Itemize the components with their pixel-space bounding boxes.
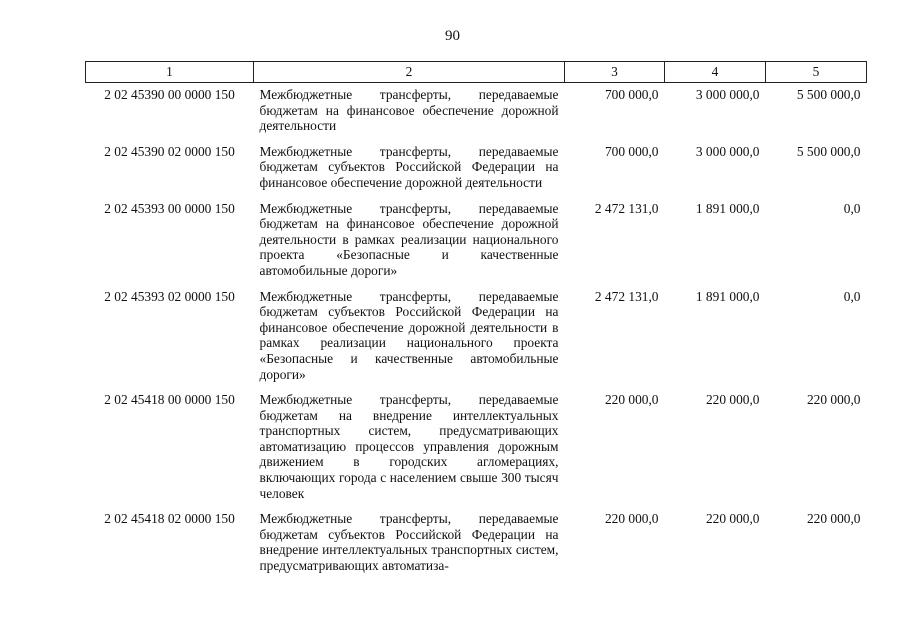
row-name: Межбюджетные трансферты, передаваемые бюджетам на внедрение интеллектуальных транспортных систем, предусматривающих автоматизацию процессов управления дорожным движением в городских агломерациях, включающих города с населением свыше 300 тысяч человек [259,392,559,501]
page-number: 90 [445,28,460,44]
table-row [86,388,867,507]
table-row [86,83,867,140]
row-code: 2 02 45418 02 0000 150 [104,511,235,527]
header-col-2: 2 [254,62,565,83]
row-code: 2 02 45393 02 0000 150 [104,288,235,304]
header-col-5: 5 [766,62,867,83]
row-value-col4: 220 000,0 [705,392,760,408]
row-value-col3: 700 000,0 [604,143,659,159]
header-col-1: 1 [86,62,254,83]
row-value-col3: 700 000,0 [604,87,659,102]
row-value-col5: 220 000,0 [806,392,861,408]
row-value-col5: 5 500 000,0 [796,143,861,159]
row-value-col3: 2 472 131,0 [594,200,659,216]
budget-table [85,61,867,580]
row-value-col5: 5 500 000,0 [796,87,861,102]
row-code: 2 02 45418 00 0000 150 [104,392,235,408]
row-value-col3: 220 000,0 [604,392,659,408]
row-name: Межбюджетные трансферты, передаваемые бюджетам субъектов Российской Федерации на внедрение интеллектуальных транспортных систем, предусматривающих автоматиза- [259,511,559,574]
row-name: Межбюджетные трансферты, передаваемые бюджетам на финансовое обеспечение дорожной деятельности в рамках реализации национального проекта «Безопасные и качественные автомобильные дороги» [259,200,559,278]
row-value-col5: 0,0 [843,288,861,304]
row-code: 2 02 45390 02 0000 150 [104,143,235,159]
row-name: Межбюджетные трансферты, передаваемые бюджетам субъектов Российской Федерации на финансовое обеспечение дорожной деятельности в рамках реализации национального проекта «Безопасные и качественные автомобильные дороги» [259,288,559,382]
row-value-col5: 0,0 [843,200,861,216]
header-col-3: 3 [565,62,665,83]
row-value-col4: 1 891 000,0 [695,200,760,216]
row-code: 2 02 45393 00 0000 150 [104,200,235,216]
row-value-col5: 220 000,0 [806,511,861,527]
row-value-col3: 2 472 131,0 [594,288,659,304]
row-value-col4: 3 000 000,0 [695,143,760,159]
table-row [86,140,867,197]
table-row [86,507,867,579]
table-row [86,197,867,285]
row-name: Межбюджетные трансферты, передаваемые бюджетам субъектов Российской Федерации на финансовое обеспечение дорожной деятельности [259,143,559,190]
table-row [86,285,867,389]
row-value-col4: 220 000,0 [705,511,760,527]
header-col-4: 4 [665,62,766,83]
table-body [86,83,867,580]
table-header [86,62,867,83]
row-code: 2 02 45390 00 0000 150 [104,87,235,102]
header-row [86,62,867,83]
row-name: Межбюджетные трансферты, передаваемые бюджетам на финансовое обеспечение дорожной деятельности [259,87,559,134]
row-value-col3: 220 000,0 [604,511,659,527]
row-value-col4: 3 000 000,0 [695,87,760,102]
row-value-col4: 1 891 000,0 [695,288,760,304]
